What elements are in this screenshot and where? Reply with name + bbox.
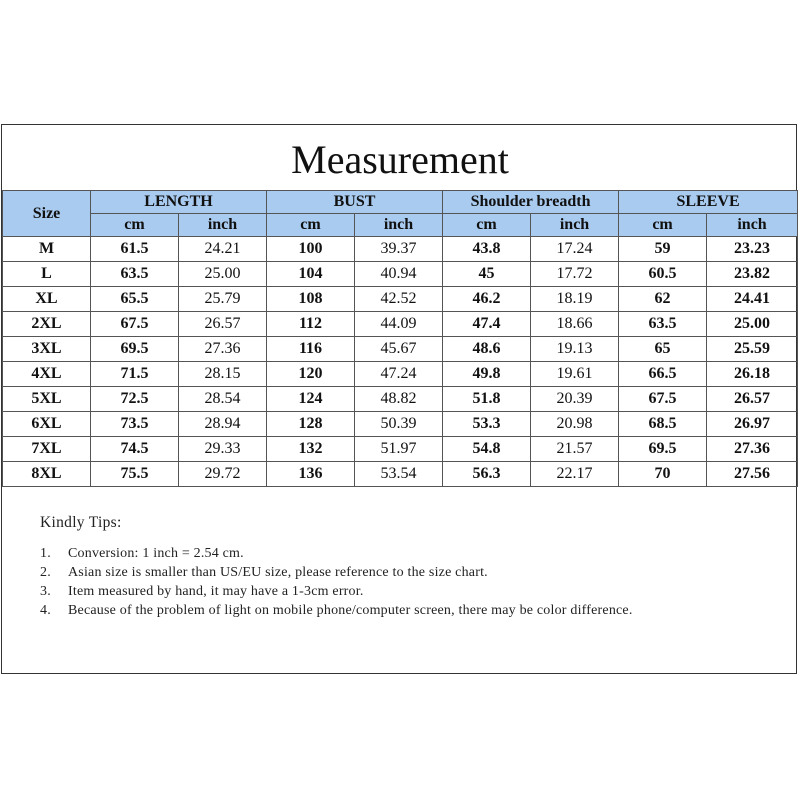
table-cell: 28.54 (179, 387, 267, 412)
table-cell: 27.36 (179, 337, 267, 362)
size-table (2, 190, 798, 487)
table-cell: 51.97 (355, 437, 443, 462)
table-row (3, 262, 798, 287)
size-column-header: Size (3, 191, 91, 237)
table-row (3, 412, 798, 437)
table-cell: 24.21 (179, 237, 267, 262)
table-cell: 48.82 (355, 387, 443, 412)
table-cell: 51.8 (443, 387, 531, 412)
table-cell: 100 (267, 237, 355, 262)
tip-text: Asian size is smaller than US/EU size, please reference to the size chart. (68, 565, 488, 580)
table-cell: 29.33 (179, 437, 267, 462)
table-row (3, 362, 798, 387)
table-cell: 19.13 (531, 337, 619, 362)
table-cell: 56.3 (443, 462, 531, 487)
size-cell: M (3, 237, 91, 262)
table-cell: 18.19 (531, 287, 619, 312)
table-cell: 116 (267, 337, 355, 362)
table-cell: 40.94 (355, 262, 443, 287)
table-cell: 39.37 (355, 237, 443, 262)
table-body (3, 237, 798, 487)
table-cell: 25.00 (179, 262, 267, 287)
table-cell: 26.57 (707, 387, 798, 412)
unit-header: inch (707, 214, 798, 237)
table-row (3, 387, 798, 412)
header-unit-row (3, 214, 798, 237)
table-cell: 71.5 (91, 362, 179, 387)
table-cell: 42.52 (355, 287, 443, 312)
table-cell: 26.57 (179, 312, 267, 337)
table-cell: 45.67 (355, 337, 443, 362)
table-cell: 23.23 (707, 237, 798, 262)
table-cell: 61.5 (91, 237, 179, 262)
table-cell: 108 (267, 287, 355, 312)
page-title: Measurement (291, 137, 509, 182)
table-cell: 132 (267, 437, 355, 462)
table-cell: 136 (267, 462, 355, 487)
header-group-row (3, 191, 798, 214)
tip-item (40, 601, 780, 620)
tips-heading: Kindly Tips: (40, 514, 122, 531)
table-cell: 66.5 (619, 362, 707, 387)
table-row (3, 437, 798, 462)
table-cell: 17.24 (531, 237, 619, 262)
table-cell: 26.97 (707, 412, 798, 437)
size-cell: 6XL (3, 412, 91, 437)
tip-item (40, 563, 780, 582)
table-cell: 62 (619, 287, 707, 312)
unit-header: cm (443, 214, 531, 237)
table-cell: 63.5 (91, 262, 179, 287)
group-header-bust: BUST (267, 191, 443, 214)
table-cell: 19.61 (531, 362, 619, 387)
table-cell: 25.79 (179, 287, 267, 312)
table-cell: 20.39 (531, 387, 619, 412)
table-cell: 65.5 (91, 287, 179, 312)
size-cell: L (3, 262, 91, 287)
table-cell: 60.5 (619, 262, 707, 287)
table-cell: 73.5 (91, 412, 179, 437)
table-cell: 128 (267, 412, 355, 437)
table-cell: 44.09 (355, 312, 443, 337)
table-row (3, 237, 798, 262)
table-cell: 49.8 (443, 362, 531, 387)
unit-header: cm (619, 214, 707, 237)
table-cell: 47.24 (355, 362, 443, 387)
unit-header: inch (531, 214, 619, 237)
table-cell: 46.2 (443, 287, 531, 312)
size-cell: 4XL (3, 362, 91, 387)
table-cell: 28.94 (179, 412, 267, 437)
unit-header: inch (179, 214, 267, 237)
tip-number: 1. (40, 546, 51, 561)
table-cell: 75.5 (91, 462, 179, 487)
group-header-sleeve: SLEEVE (619, 191, 798, 214)
table-cell: 27.56 (707, 462, 798, 487)
size-cell: 3XL (3, 337, 91, 362)
table-cell: 74.5 (91, 437, 179, 462)
table-cell: 70 (619, 462, 707, 487)
size-cell: 7XL (3, 437, 91, 462)
table-cell: 48.6 (443, 337, 531, 362)
table-cell: 63.5 (619, 312, 707, 337)
table-cell: 25.59 (707, 337, 798, 362)
table-cell: 22.17 (531, 462, 619, 487)
tip-number: 3. (40, 584, 51, 599)
table-cell: 124 (267, 387, 355, 412)
table-cell: 69.5 (619, 437, 707, 462)
table-cell: 45 (443, 262, 531, 287)
table-cell: 21.57 (531, 437, 619, 462)
table-cell: 53.54 (355, 462, 443, 487)
tip-item (40, 582, 780, 601)
table-cell: 104 (267, 262, 355, 287)
table-cell: 28.15 (179, 362, 267, 387)
table-row (3, 287, 798, 312)
table-cell: 23.82 (707, 262, 798, 287)
tip-text: Because of the problem of light on mobile phone/computer screen, there may be color difference. (68, 603, 633, 618)
table-cell: 43.8 (443, 237, 531, 262)
table-cell: 54.8 (443, 437, 531, 462)
size-cell: 2XL (3, 312, 91, 337)
tip-number: 2. (40, 565, 51, 580)
tip-text: Conversion: 1 inch = 2.54 cm. (68, 546, 244, 561)
table-cell: 67.5 (91, 312, 179, 337)
size-cell: 5XL (3, 387, 91, 412)
table-cell: 25.00 (707, 312, 798, 337)
table-cell: 69.5 (91, 337, 179, 362)
table-cell: 27.36 (707, 437, 798, 462)
unit-header: cm (91, 214, 179, 237)
group-header-length: LENGTH (91, 191, 267, 214)
table-cell: 53.3 (443, 412, 531, 437)
unit-header: cm (267, 214, 355, 237)
table-cell: 50.39 (355, 412, 443, 437)
table-cell: 20.98 (531, 412, 619, 437)
table-cell: 65 (619, 337, 707, 362)
size-cell: 8XL (3, 462, 91, 487)
table-cell: 17.72 (531, 262, 619, 287)
size-cell: XL (3, 287, 91, 312)
table-cell: 120 (267, 362, 355, 387)
table-row (3, 312, 798, 337)
table-row (3, 462, 798, 487)
table-row (3, 337, 798, 362)
tips-section (40, 514, 780, 620)
table-cell: 18.66 (531, 312, 619, 337)
tip-item (40, 544, 780, 563)
table-cell: 72.5 (91, 387, 179, 412)
tip-number: 4. (40, 603, 51, 618)
table-cell: 24.41 (707, 287, 798, 312)
table-cell: 112 (267, 312, 355, 337)
table-cell: 26.18 (707, 362, 798, 387)
table-cell: 67.5 (619, 387, 707, 412)
tip-text: Item measured by hand, it may have a 1-3cm error. (68, 584, 364, 599)
table-cell: 29.72 (179, 462, 267, 487)
group-header-shoulder: Shoulder breadth (443, 191, 619, 214)
table-cell: 59 (619, 237, 707, 262)
table-cell: 47.4 (443, 312, 531, 337)
table-cell: 68.5 (619, 412, 707, 437)
unit-header: inch (355, 214, 443, 237)
tips-list (40, 544, 780, 620)
